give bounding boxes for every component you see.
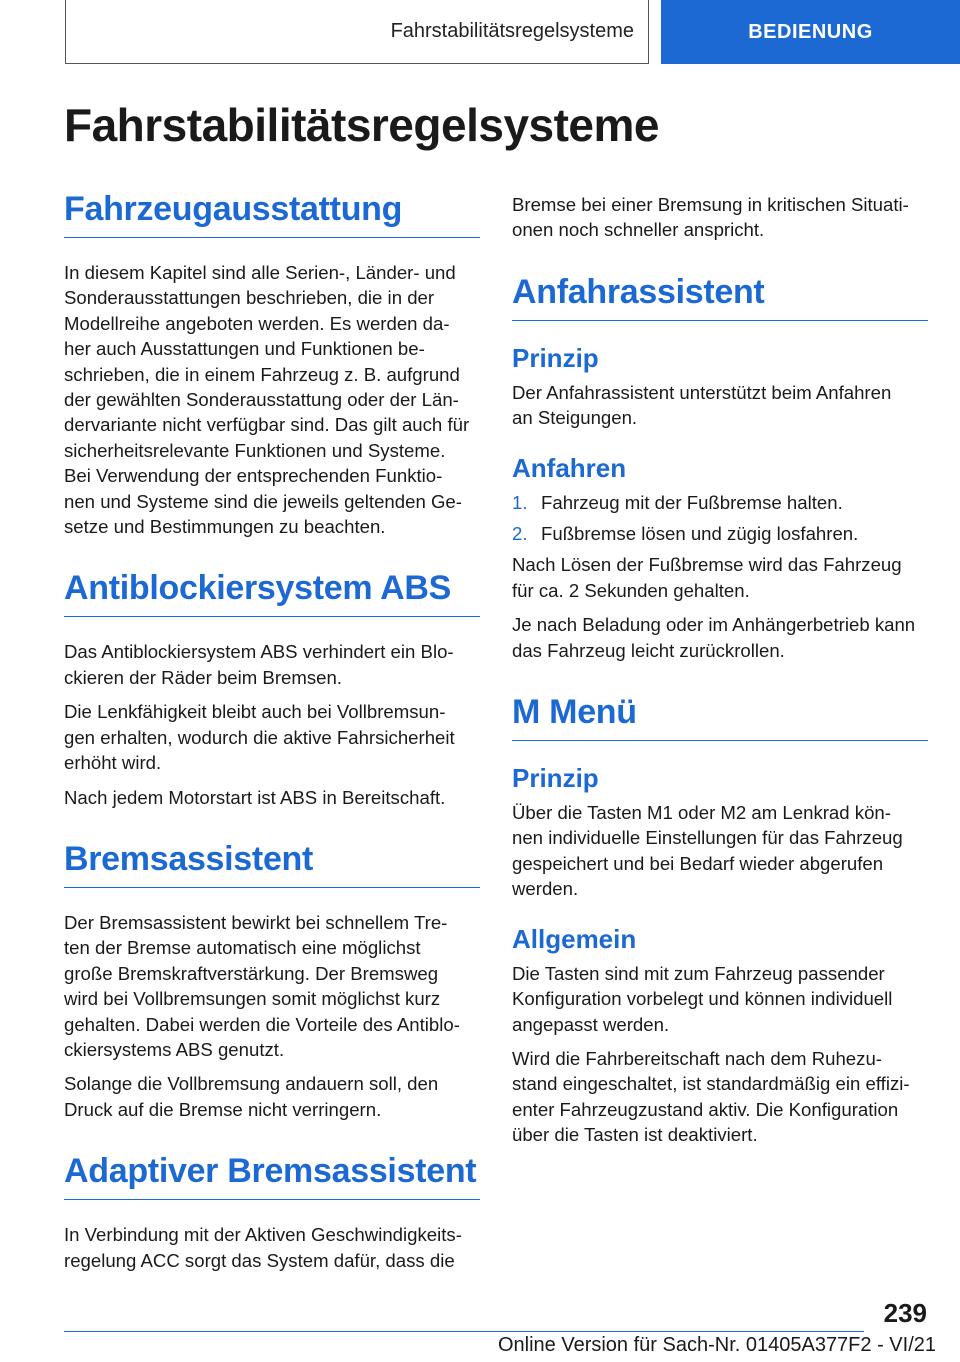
heading-abs: Antiblockiersystem ABS <box>64 569 480 617</box>
paragraph-m-menue-prinzip: Über die Tasten M1 oder M2 am Lenkrad kön‐ nen individuelle Einstellungen für das Fahrzeug gespeichert und bei Bedarf wieder abgerufen werden. <box>512 802 903 900</box>
page-number: 239 <box>883 1298 927 1328</box>
paragraph-abs-1: Das Antiblockiersystem ABS verhindert ein Blo‐ ckieren der Räder beim Bremsen. <box>64 641 454 688</box>
paragraph-adaptiver-bremsassistent-cont: Bremse bei einer Bremsung in kritischen Situati‐ onen noch schneller anspricht. <box>512 194 909 241</box>
paragraph-anfahren-2: Je nach Beladung oder im Anhängerbetrieb kann das Fahrzeug leicht zurückrollen. <box>512 614 916 661</box>
step-text: Fußbremse lösen und zügig losfahren. <box>541 523 859 545</box>
page-title: Fahrstabilitätsregelsysteme <box>64 99 659 151</box>
paragraph-bremsassistent-1: Der Bremsassistent bewirkt bei schnellem Tre‐ ten der Bremse automatisch eine möglichst große Bremskraftverstärkung. Der Bremsweg wird bei Vollbremsungen somit möglichst kurz gehalten. Dabei werden die Vorteile des Antiblo‐ ckiersystems ABS genutzt. <box>64 911 460 1060</box>
paragraph-allgemein-2: Wird die Fahrbereitschaft nach dem Ruhezu‐ stand eingeschaltet, ist standardmäßig ein effizi‐ enter Fahrzeugzustand aktiv. Die Konfiguration über die Tasten ist deaktiviert. <box>512 1047 910 1146</box>
list-item <box>512 490 928 515</box>
list-item <box>512 521 928 546</box>
left-column <box>64 190 480 1273</box>
footer-version-text: Online Version für Sach-Nr. 01405A377F2 - VI/21 <box>497 1334 936 1356</box>
running-header-section <box>65 0 649 64</box>
step-number: 2. <box>512 523 528 545</box>
steps-list <box>512 490 928 547</box>
paragraph-bremsassistent-2: Solange die Vollbremsung andauern soll, den Druck auf die Bremse nicht verringern. <box>64 1073 439 1120</box>
heading-fahrzeugausstattung: Fahrzeugausstattung <box>64 190 480 238</box>
subheading-anfahren: Anfahren <box>512 452 627 483</box>
paragraph-fahrzeugausstattung: In diesem Kapitel sind alle Serien-, Länder- und Sonderausstattungen beschrieben, die in der Modellreihe angeboten werden. Es werden da‐ her auch Ausstattungen und Funktionen be‐ schrieben, die in einem Fahrzeug z. B. aufgrund der gewählten Sonderausstattung oder der Län‐ dervariante nicht verfügbar sind. Das gilt auch für sicherheitsrelevante Funktionen und Systeme. Bei Verwendung der entsprechenden Funktio‐ nen und Systeme sind die jeweils geltenden Ge‐ setze und Bestimmungen zu beachten. <box>64 262 470 538</box>
footer-divider <box>64 1331 864 1332</box>
paragraph-anfahren-1: Nach Lösen der Fußbremse wird das Fahrzeug für ca. 2 Sekunden gehalten. <box>512 554 902 601</box>
heading-m-menue: M Menü <box>512 693 928 741</box>
right-column <box>512 192 928 1148</box>
heading-bremsassistent: Bremsassistent <box>64 840 480 888</box>
paragraph-anfahrassistent-prinzip: Der Anfahrassistent unterstützt beim Anfahren an Steigungen. <box>512 381 892 429</box>
running-header-chapter <box>661 0 960 64</box>
running-header-chapter-text: BEDIENUNG <box>748 20 873 43</box>
paragraph-abs-2: Die Lenkfähigkeit bleibt auch bei Vollbremsun‐ gen erhalten, wodurch die aktive Fahrsicherheit erhöht wird. <box>64 701 455 774</box>
step-text: Fahrzeug mit der Fußbremse halten. <box>541 491 843 513</box>
subheading-allgemein: Allgemein <box>512 923 637 954</box>
heading-adaptiver-bremsassistent: Adaptiver Bremsassistent <box>64 1152 480 1200</box>
subheading-prinzip-anfahrassistent: Prinzip <box>512 342 599 373</box>
step-number: 1. <box>512 491 528 513</box>
running-header-section-text: Fahrstabilitätsregelsysteme <box>390 20 634 42</box>
paragraph-abs-3: Nach jedem Motorstart ist ABS in Bereitschaft. <box>64 786 446 808</box>
paragraph-adaptiver-bremsassistent: In Verbindung mit der Aktiven Geschwindigkeits‐ regelung ACC sorgt das System dafür, dass die <box>64 1224 462 1271</box>
heading-anfahrassistent: Anfahrassistent <box>512 273 928 321</box>
subheading-prinzip-m-menue: Prinzip <box>512 763 599 794</box>
paragraph-allgemein-1: Die Tasten sind mit zum Fahrzeug passender Konfiguration vorbelegt und können individuell angepasst werden. <box>512 962 893 1035</box>
